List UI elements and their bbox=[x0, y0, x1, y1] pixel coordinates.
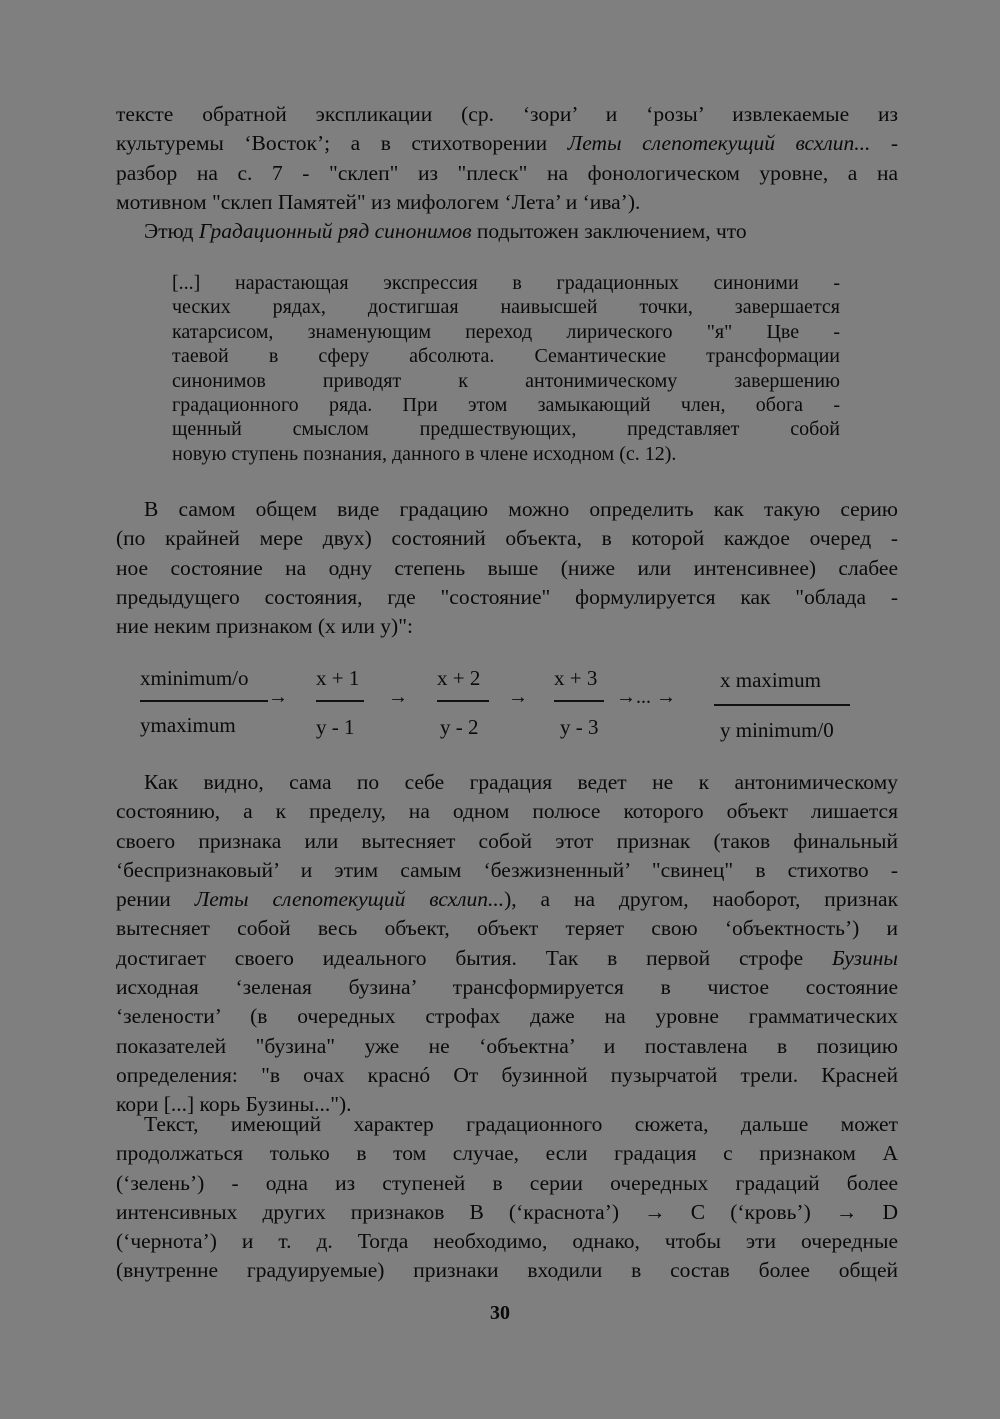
arrow-icon: → bbox=[268, 686, 288, 708]
text-run: Этюд bbox=[144, 219, 199, 243]
italic-title: Бузины bbox=[831, 945, 898, 970]
text-line-with-italic bbox=[116, 944, 898, 973]
fraction-4-denominator: y - 3 bbox=[560, 715, 599, 739]
fraction-1-denominator: ymaximum bbox=[140, 713, 236, 737]
text-line: (по крайней мере двух) состояний объекта, в которой каждое очеред - bbox=[116, 526, 898, 551]
text-line: ние неким признаком (x или y)": bbox=[116, 614, 413, 639]
quote-line: ческих рядах, достигшая наивысшей точки, завершается bbox=[172, 296, 840, 319]
fraction-bar bbox=[714, 704, 850, 706]
text-line: показателей "бузина" уже не ‘объектна’ и поставлена в позицию bbox=[116, 1033, 898, 1058]
fraction-bar bbox=[554, 700, 604, 702]
block-quote bbox=[172, 271, 840, 466]
paragraph-5 bbox=[116, 1110, 898, 1286]
ellipsis-arrows: →... → bbox=[616, 686, 676, 708]
text-line: Текст, имеющий характер градационного сюжета, дальше может bbox=[144, 1112, 898, 1136]
arrow-icon: → bbox=[388, 686, 408, 708]
fraction-bar bbox=[316, 700, 364, 702]
quote-line: катарсисом, знаменующим переход лирического "я" Цве - bbox=[172, 320, 840, 343]
paragraph-1 bbox=[116, 100, 898, 217]
page-number: 30 bbox=[490, 1302, 510, 1324]
text-line: исходная ‘зеленая бузина’ трансформируется в чистое состояние bbox=[116, 975, 898, 1000]
text-line bbox=[116, 217, 898, 246]
text-line: ‘зелености’ (в очередных строфах даже на уровне грамматических bbox=[116, 1004, 898, 1029]
italic-title: Леты слепотекущий всхлип... bbox=[194, 887, 505, 912]
fraction-3-numerator: x + 2 bbox=[437, 666, 481, 690]
fraction-bar bbox=[437, 700, 489, 702]
text-line: (‘зелень’) - одна из ступеней в серии очередных градаций более bbox=[116, 1170, 898, 1195]
text-line-with-italic bbox=[116, 885, 898, 914]
text-run: подытожен заключением, что bbox=[471, 219, 747, 243]
fraction-2-denominator: y - 1 bbox=[316, 715, 355, 739]
fraction-5-numerator: x maximum bbox=[720, 668, 821, 692]
text-line: ное состояние на одну степень выше (ниже или интенсивнее) слабее bbox=[116, 555, 898, 580]
text-line: (внутренне градуируемые) признаки входили в состав более общей bbox=[116, 1258, 898, 1283]
text-line: продолжаться только в том случае, если градация с признаком A bbox=[116, 1141, 898, 1166]
fraction-2-numerator: x + 1 bbox=[316, 666, 360, 690]
text-run: ), а на другом, наоборот, признак bbox=[504, 887, 899, 912]
text-line: предыдущего состояния, где "состояние" формулируется как "облада - bbox=[116, 584, 898, 609]
quote-line: щенный смыслом предшествующих, представляет собой bbox=[172, 418, 840, 441]
text-line: кори [...] корь Бузины..."). bbox=[116, 1092, 352, 1117]
text-line: тексте обратной экспликации (ср. ‘зори’ и ‘розы’ извлекаемые из bbox=[116, 102, 898, 126]
text-run: культуремы ‘Восток’; а в стихотворении bbox=[116, 131, 568, 156]
text-run: достигает своего идеального бытия. Так в первой строфе bbox=[116, 945, 832, 970]
italic-title: Леты слепотекущий всхлип... - bbox=[567, 131, 898, 156]
text-run: рении bbox=[116, 887, 195, 912]
text-line: разбор на с. 7 - "склеп" из "плеск" на фонологическом уровне, а на bbox=[116, 160, 898, 185]
fraction-5-denominator: y minimum/0 bbox=[720, 718, 834, 742]
paragraph-2 bbox=[116, 217, 898, 246]
text-line: состоянию, а к пределу, на одном полюсе которого объект лишается bbox=[116, 799, 898, 824]
fraction-1-numerator: xminimum/o bbox=[140, 666, 249, 690]
fraction-bar bbox=[140, 700, 268, 702]
quote-line: новую ступень познания, данного в члене исходном (с. 12). bbox=[172, 442, 677, 465]
text-line: интенсивных других признаков B (‘краснота’) → C (‘кровь’) → D bbox=[116, 1199, 898, 1224]
paragraph-4 bbox=[116, 768, 898, 1120]
quote-line: градационного ряда. При этом замыкающий член, обога - bbox=[172, 394, 840, 417]
text-line: Как видно, сама по себе градация ведет не к антонимическому bbox=[144, 770, 898, 794]
text-line: мотивном "склеп Памятей" из мифологем ‘Лета’ и ‘ива’). bbox=[116, 189, 641, 214]
quote-line: таевой в сферу абсолюта. Семантические трансформации bbox=[172, 345, 840, 368]
fraction-4-numerator: x + 3 bbox=[554, 666, 598, 690]
text-line: вытесняет собой весь объект, объект теряет свою ‘объектность’) и bbox=[116, 916, 898, 941]
text-line: определения: "в очах краснó От бузинной пузырчатой трели. Красней bbox=[116, 1062, 898, 1087]
fraction-3-denominator: y - 2 bbox=[440, 715, 479, 739]
text-line: ‘беспризнаковый’ и этим самым ‘безжизненный’ "свинец" в стихотво - bbox=[116, 857, 898, 882]
quote-line: [...] нарастающая экспрессия в градационных синоними - bbox=[172, 272, 840, 294]
text-line: своего признака или вытесняет собой этот признак (таков финальный bbox=[116, 828, 898, 853]
text-line: В самом общем виде градацию можно определить как такую серию bbox=[144, 497, 898, 521]
text-line-with-italic bbox=[116, 129, 898, 158]
text-line: (‘чернота’) и т. д. Тогда необходимо, однако, чтобы эти очередные bbox=[116, 1229, 898, 1254]
italic-title: Градационный ряд синонимов bbox=[198, 219, 472, 243]
paragraph-3 bbox=[116, 495, 898, 641]
arrow-icon: → bbox=[508, 686, 528, 708]
quote-line: синонимов приводят к антонимическому завершению bbox=[172, 369, 840, 392]
